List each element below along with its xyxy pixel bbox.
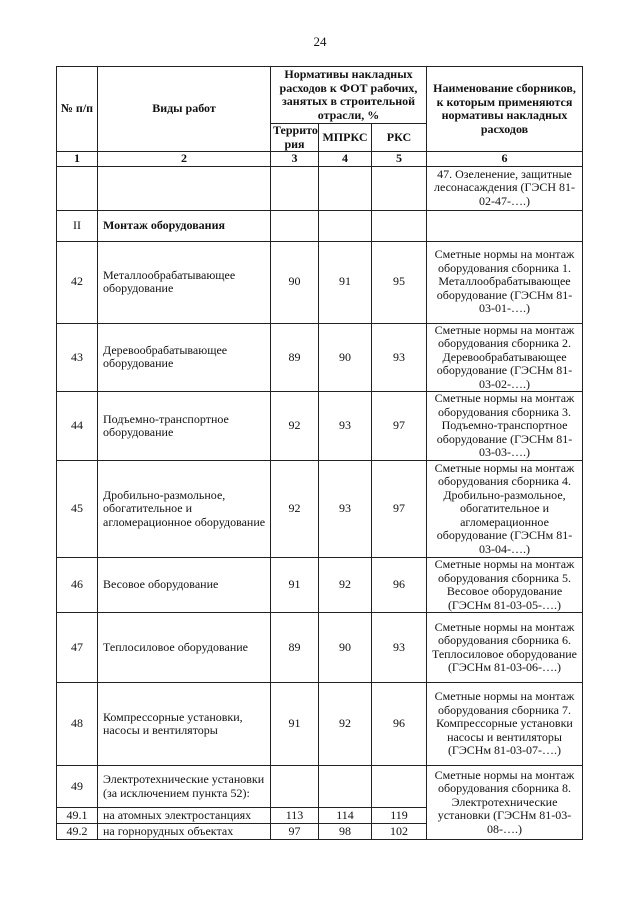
row-territory: 113 <box>271 808 319 824</box>
row-collection: 47. Озеленение, защитные лесонасаждения (ГЭСН 81-02-47-….) <box>427 166 583 210</box>
row-num: 48 <box>57 683 98 766</box>
row-num: 44 <box>57 392 98 461</box>
row-rks <box>372 166 427 210</box>
row-territory <box>271 766 319 808</box>
row-territory: 90 <box>271 241 319 323</box>
row-territory <box>271 210 319 241</box>
row-num: 49.1 <box>57 808 98 824</box>
row-collection: Сметные нормы на монтаж оборудования сборника 1. Металлообрабатывающее оборудование (ГЭСНм 81-03-01-….) <box>427 241 583 323</box>
row-collection: Сметные нормы на монтаж оборудования сборника 5. Весовое оборудование (ГЭСНм 81-03-05-….) <box>427 558 583 613</box>
column-number: 4 <box>319 152 372 167</box>
column-number: 6 <box>427 152 583 167</box>
row-collection: Сметные нормы на монтаж оборудования сборника 6. Теплосиловое оборудование (ГЭСНм 81-03-06-….) <box>427 613 583 683</box>
page-number: 24 <box>313 34 327 49</box>
table-row <box>57 392 583 461</box>
table-row <box>57 323 583 392</box>
row-rks: 97 <box>372 392 427 461</box>
row-work: Дробильно-размольное, обогатительное и агломерационное оборудование <box>98 461 271 558</box>
row-work: Деревообрабатывающее оборудование <box>98 323 271 392</box>
row-mprks <box>319 166 372 210</box>
row-mprks: 92 <box>319 683 372 766</box>
row-work: Металлообрабатывающее оборудование <box>98 241 271 323</box>
row-rks: 96 <box>372 683 427 766</box>
row-num: 46 <box>57 558 98 613</box>
row-rks: 93 <box>372 613 427 683</box>
row-collection: Сметные нормы на монтаж оборудования сборника 2. Деревообрабатывающее оборудование (ГЭСНм 81-03-02-….) <box>427 323 583 392</box>
row-territory: 91 <box>271 558 319 613</box>
row-num: 42 <box>57 241 98 323</box>
row-collection <box>427 210 583 241</box>
header-num: № п/п <box>57 67 98 152</box>
header-mprks: МПРКС <box>319 124 372 152</box>
row-work: Подъемно-транспортное оборудование <box>98 392 271 461</box>
row-work <box>98 166 271 210</box>
row-mprks: 93 <box>319 392 372 461</box>
table-row <box>57 461 583 558</box>
row-mprks: 114 <box>319 808 372 824</box>
row-num: 45 <box>57 461 98 558</box>
row-territory: 91 <box>271 683 319 766</box>
row-territory: 92 <box>271 461 319 558</box>
row-rks: 102 <box>372 824 427 840</box>
row-rks: 119 <box>372 808 427 824</box>
row-collection: Сметные нормы на монтаж оборудования сборника 3. Подъемно-транспортное оборудование (ГЭСНм 81-03-03-….) <box>427 392 583 461</box>
row-work: на горнорудных объектах <box>98 824 271 840</box>
section-row <box>57 210 583 241</box>
column-number: 5 <box>372 152 427 167</box>
row-num: 49.2 <box>57 824 98 840</box>
table-row <box>57 558 583 613</box>
table-row <box>57 166 583 210</box>
column-number: 3 <box>271 152 319 167</box>
row-mprks <box>319 210 372 241</box>
column-number: 1 <box>57 152 98 167</box>
section-title: Монтаж оборудования <box>98 210 271 241</box>
row-territory: 92 <box>271 392 319 461</box>
row-num: 47 <box>57 613 98 683</box>
row-rks <box>372 766 427 808</box>
row-work: Электротехнические установки (за исключением пункта 52): <box>98 766 271 808</box>
row-num: 49 <box>57 766 98 808</box>
row-territory <box>271 166 319 210</box>
row-mprks: 92 <box>319 558 372 613</box>
row-num: 43 <box>57 323 98 392</box>
table-row <box>57 766 583 808</box>
row-mprks <box>319 766 372 808</box>
row-territory: 97 <box>271 824 319 840</box>
table-row <box>57 241 583 323</box>
row-rks: 96 <box>372 558 427 613</box>
row-rks: 97 <box>372 461 427 558</box>
row-rks <box>372 210 427 241</box>
row-mprks: 98 <box>319 824 372 840</box>
row-collection: Сметные нормы на монтаж оборудования сборника 4. Дробильно-размольное, обогатительное и агломерационное оборудование (ГЭСНм 81-03-04-….) <box>427 461 583 558</box>
row-work: на атомных электростанциях <box>98 808 271 824</box>
row-num <box>57 166 98 210</box>
column-number: 2 <box>98 152 271 167</box>
header-collections: Наименование сборников, к которым применяются нормативы накладных расходов <box>427 67 583 152</box>
row-work: Теплосиловое оборудование <box>98 613 271 683</box>
row-mprks: 93 <box>319 461 372 558</box>
row-mprks: 90 <box>319 323 372 392</box>
row-rks: 95 <box>372 241 427 323</box>
overhead-norms-table <box>56 66 583 840</box>
header-territory: Террито рия <box>271 124 319 152</box>
row-work: Компрессорные установки, насосы и вентиляторы <box>98 683 271 766</box>
table-row <box>57 683 583 766</box>
row-collection: Сметные нормы на монтаж оборудования сборника 8. Электротехнические установки (ГЭСНм 81-03-08-….) <box>427 766 583 840</box>
row-mprks: 91 <box>319 241 372 323</box>
row-collection: Сметные нормы на монтаж оборудования сборника 7. Компрессорные установки насосы и вентиляторы (ГЭСНм 81-03-07-….) <box>427 683 583 766</box>
row-territory: 89 <box>271 613 319 683</box>
header-works: Виды работ <box>98 67 271 152</box>
section-num: II <box>57 210 98 241</box>
header-norms: Нормативы накладных расходов к ФОТ рабочих, занятых в строительной отрасли, % <box>271 67 427 124</box>
row-mprks: 90 <box>319 613 372 683</box>
row-rks: 93 <box>372 323 427 392</box>
row-territory: 89 <box>271 323 319 392</box>
header-rks: РКС <box>372 124 427 152</box>
table-row <box>57 613 583 683</box>
row-work: Весовое оборудование <box>98 558 271 613</box>
